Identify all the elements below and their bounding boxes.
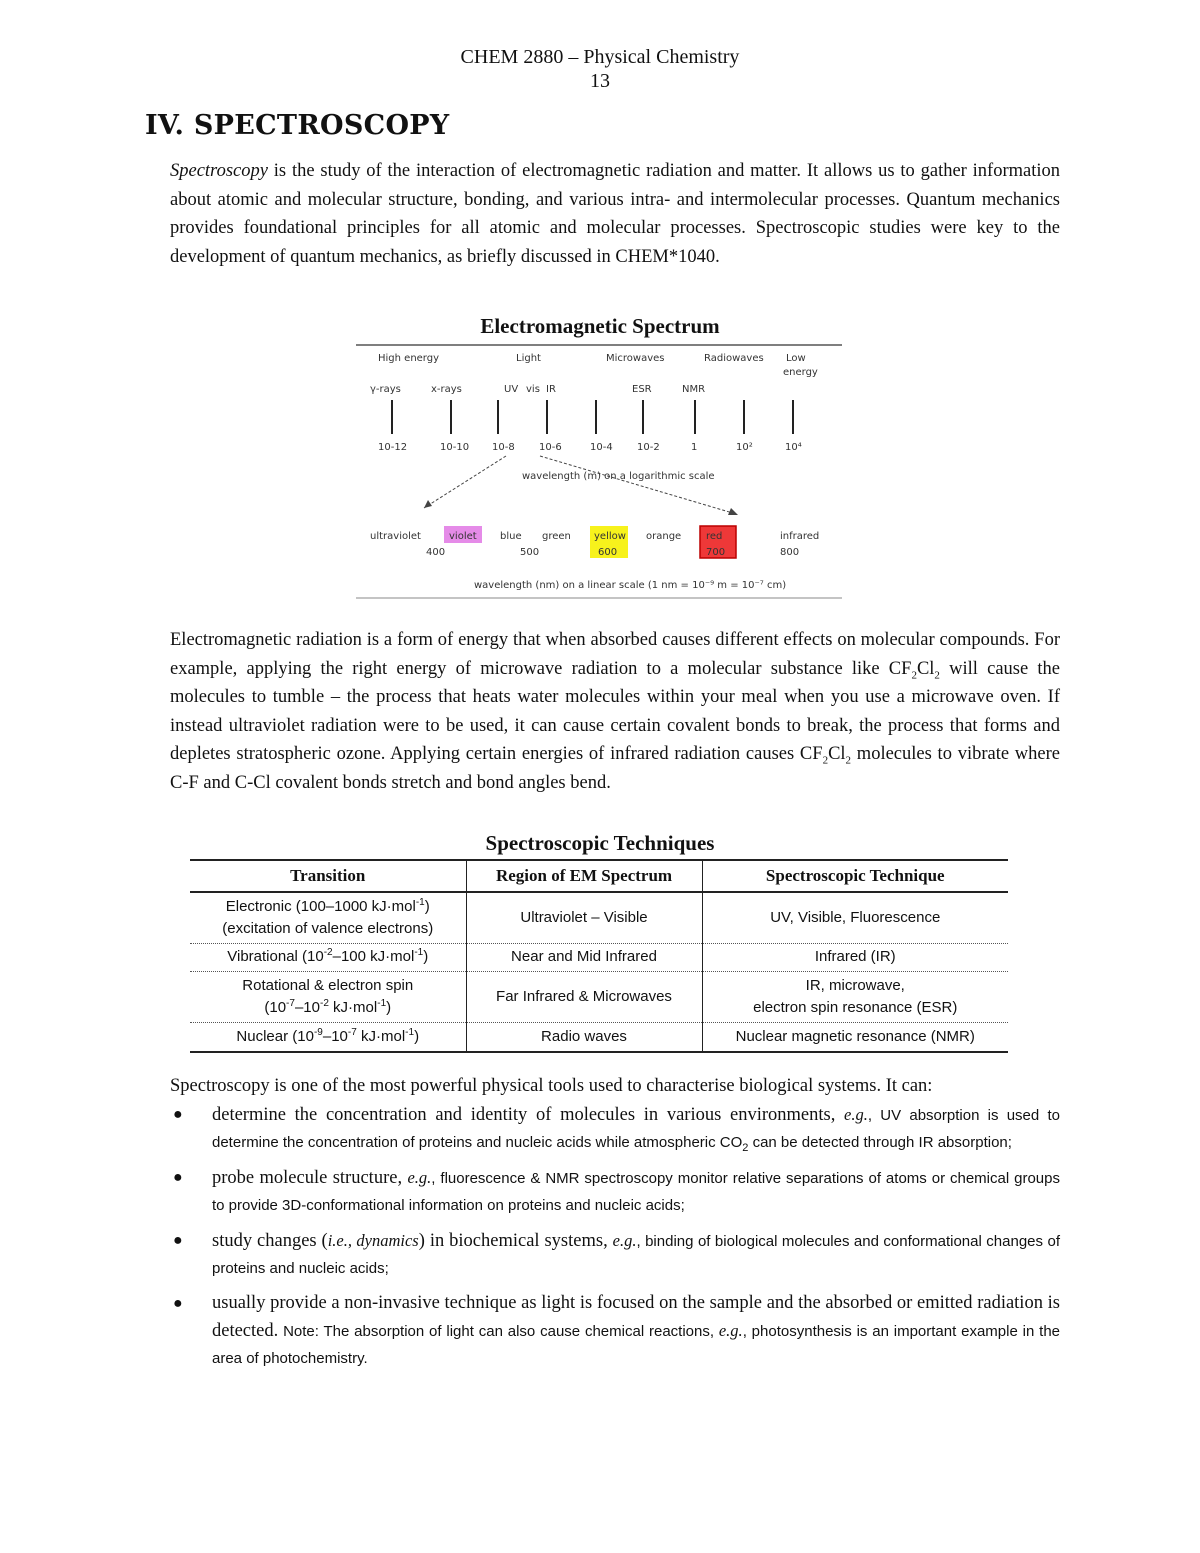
- wl-1e-8: 10-8: [492, 442, 515, 453]
- cell-sup: -2: [323, 947, 333, 958]
- cell-text: –10: [322, 1027, 348, 1045]
- para2-sub-1: 2: [911, 669, 917, 682]
- label-radiowaves: Radiowaves: [704, 353, 764, 364]
- wl-1e-2: 10-2: [637, 442, 660, 453]
- wl-1: 1: [691, 442, 698, 453]
- label-vis: vis: [526, 384, 540, 395]
- cell-sup: -7: [347, 1026, 357, 1038]
- label-gamma-rays: γ-rays: [370, 384, 401, 395]
- bullet-icon: ●: [173, 1232, 183, 1249]
- bullet-eg: e.g.: [407, 1168, 432, 1187]
- cell-text: –10: [294, 998, 320, 1016]
- region-cell: Radio waves: [466, 1022, 702, 1052]
- label-nmr: NMR: [682, 384, 706, 395]
- color-blue: blue: [500, 531, 522, 542]
- cell-text: Rotational & electron spin: [242, 976, 414, 994]
- cell-text: Nuclear (10: [236, 1027, 314, 1045]
- cell-text: kJ·mol: [356, 1027, 406, 1045]
- list-item: [170, 1227, 1060, 1282]
- cell-text: ): [423, 948, 429, 965]
- region-cell: Near and Mid Infrared: [466, 943, 702, 971]
- table-row: [190, 943, 1008, 971]
- cell-sup: -7: [286, 997, 295, 1009]
- transition-cell: [190, 971, 466, 1022]
- wl-1e-10: 10-10: [440, 442, 470, 453]
- scale-ticks: [392, 400, 793, 434]
- bullet-eg: e.g.: [844, 1105, 868, 1124]
- bullet-lead: determine the concentration and identity of molecules in various environments,: [212, 1105, 845, 1125]
- cell-text: Vibrational (10: [227, 948, 324, 965]
- region-cell: Ultraviolet – Visible: [466, 892, 702, 943]
- page-number: 13: [590, 70, 610, 92]
- label-esr: ESR: [632, 384, 652, 395]
- cell-sup: -1: [414, 947, 424, 958]
- course-header: CHEM 2880 – Physical Chemistry: [460, 46, 740, 68]
- para2-sub-3: 2: [822, 754, 829, 767]
- bullet-lead: ) in biochemical systems,: [418, 1231, 613, 1251]
- techniques-table: [190, 859, 1008, 1053]
- cell-sup: -9: [313, 1026, 323, 1038]
- wl-1e-12: 10-12: [378, 442, 408, 453]
- color-red: red: [706, 531, 723, 542]
- bullet-icon: ●: [173, 1106, 183, 1123]
- intro-paragraph: [170, 157, 1060, 271]
- zoom-arrow-left: [424, 500, 432, 508]
- para2-text-2: Cl: [916, 658, 935, 679]
- bullet-eg: e.g.: [718, 1321, 743, 1340]
- wl-1e-4: 10-4: [590, 442, 613, 453]
- table-row: [190, 892, 1008, 943]
- intro-term: Spectroscopy: [170, 161, 268, 181]
- nm-800: 800: [780, 547, 800, 558]
- linear-scale-caption: wavelength (nm) on a linear scale (1 nm = 10⁻⁹ m = 10⁻⁷ cm): [474, 580, 787, 591]
- bullet-text: Note: The absorption of light can also cause chemical reactions,: [278, 1323, 719, 1340]
- para2-text-1: Electromagnetic radiation is a form of energy that when absorbed causes different effects on molecular compounds. For example, applying the right energy of microwave radiation to a molecular substance like CF: [170, 630, 1060, 679]
- zoom-lines: [424, 456, 736, 514]
- nm-400: 400: [426, 547, 446, 558]
- cell-sup: -2: [319, 997, 329, 1009]
- zoom-arrow-right: [728, 508, 738, 515]
- color-green: green: [542, 531, 571, 542]
- bullet-lead: probe molecule structure,: [212, 1168, 408, 1188]
- bullet-text: , photosynthesis is an important example in the area of photochemistry.: [212, 1323, 1061, 1367]
- bullet-text: , fluorescence & NMR spectroscopy monitor relative separations of atoms or chemical groups to provide 3D-conformational information on proteins and nucleic acids;: [212, 1170, 1060, 1214]
- nm-600: 600: [598, 547, 618, 558]
- color-orange: orange: [646, 531, 682, 542]
- bullet-icon: ●: [173, 1169, 183, 1186]
- region-cell: Far Infrared & Microwaves: [466, 971, 702, 1022]
- bullet-lead: study changes (: [212, 1231, 328, 1251]
- bullet-icon: ●: [173, 1295, 183, 1312]
- list-item: [170, 1101, 1060, 1156]
- technique-cell: Nuclear magnetic resonance (NMR): [702, 1022, 1008, 1052]
- wl-1e-6: 10-6: [539, 442, 562, 453]
- wl-1e2: 10²: [736, 442, 753, 453]
- em-spectrum-figure: [356, 344, 842, 602]
- para2-text-5: molecules to vibrate where C-F and C-Cl covalent bonds stretch and bond angles bend.: [170, 744, 1060, 793]
- color-violet: violet: [449, 531, 477, 542]
- intro-text: is the study of the interaction of electromagnetic radiation and matter. It allows us to gather information about atomic and molecular structure, bonding, and various intra- and intermolecular processes. Quantum mechanics provides foundational principles for all atomic and molecular processes. Spectroscopic studies were key to the development of quantum mechanics, as briefly discussed in CHEM*1040.: [170, 161, 1060, 267]
- color-yellow: yellow: [594, 531, 626, 542]
- bullet-text: , binding of biological molecules and conformational changes of proteins and nucleic acids;: [212, 1233, 1060, 1277]
- label-ir: IR: [546, 384, 556, 395]
- cell-text: (excitation of valence electrons): [222, 919, 434, 937]
- table-row: [190, 971, 1008, 1022]
- para2-sub-2: 2: [934, 669, 940, 682]
- cell-text: ): [386, 998, 392, 1016]
- label-x-rays: x-rays: [431, 384, 462, 395]
- bullet-sub: 2: [742, 1142, 749, 1154]
- section-title: IV. SPECTROSCOPY: [145, 110, 450, 141]
- technique-cell: UV, Visible, Fluorescence: [702, 892, 1008, 943]
- em-radiation-paragraph: [170, 626, 1060, 797]
- list-item: [170, 1164, 1060, 1219]
- label-light: Light: [516, 353, 541, 364]
- para2-sub-4: 2: [845, 754, 852, 767]
- bullet-text: can be detected through IR absorption;: [748, 1134, 1012, 1151]
- bullet-ie: i.e., dynamics: [327, 1231, 419, 1250]
- cell-text: ): [414, 1027, 420, 1045]
- color-infrared: infrared: [780, 531, 820, 542]
- cell-text: IR, microwave,: [805, 976, 905, 994]
- col-header-region: Region of EM Spectrum: [466, 860, 702, 892]
- log-scale-caption: wavelength (m) on a logarithmic scale: [522, 471, 715, 482]
- cell-text: –100 kJ·mol: [332, 948, 415, 965]
- list-item: [170, 1290, 1060, 1372]
- label-energy: energy: [783, 367, 818, 378]
- table-row: [190, 1022, 1008, 1052]
- capabilities-list: [170, 1101, 1060, 1380]
- color-ultraviolet: ultraviolet: [370, 531, 421, 542]
- figure-title: Electromagnetic Spectrum: [480, 314, 720, 338]
- nm-500: 500: [520, 547, 540, 558]
- bullet-eg: e.g.: [612, 1231, 637, 1250]
- label-high-energy: High energy: [378, 353, 440, 364]
- para2-text-4: Cl: [828, 744, 846, 764]
- col-header-technique: Spectroscopic Technique: [702, 860, 1008, 892]
- technique-cell: Infrared (IR): [702, 943, 1008, 971]
- cell-text: kJ·mol: [328, 998, 378, 1016]
- para2-text-3: will cause the molecules to tumble – the process that heats water molecules within your meal when you use a microwave oven. If instead ultraviolet radiation were to be used, it can cause certain covalent bonds to break, the process that forms and depletes stratospheric ozone. Applying certain energies of infrared radiation causes CF: [170, 658, 1060, 764]
- cell-text: Electronic (100–1000 kJ·mol: [225, 897, 416, 915]
- bullet-text: , UV absorption is used to determine the concentration of proteins and nucleic acids while atmospheric CO: [212, 1107, 1060, 1151]
- cell-sup: -1: [377, 997, 387, 1009]
- transition-cell: [190, 892, 466, 943]
- tools-paragraph: Spectroscopy is one of the most powerful physical tools used to characterise biological systems. It can:: [170, 1076, 933, 1096]
- col-header-transition: Transition: [190, 860, 466, 892]
- label-uv: UV: [504, 384, 519, 395]
- technique-cell: [702, 971, 1008, 1022]
- cell-text: ): [424, 897, 430, 915]
- transition-cell: [190, 943, 466, 971]
- bullet-lead: usually provide a non-invasive technique as light is focused on the sample and the absorbed or emitted radiation is detected.: [212, 1293, 1060, 1341]
- transition-cell: [190, 1022, 466, 1052]
- cell-sup: -1: [405, 1026, 415, 1038]
- nm-700: 700: [706, 547, 726, 558]
- label-low: Low: [786, 353, 806, 364]
- cell-sup: -1: [415, 896, 425, 908]
- wl-1e4: 10⁴: [785, 442, 802, 453]
- cell-text: (10: [264, 998, 287, 1016]
- cell-text: electron spin resonance (ESR): [753, 998, 958, 1016]
- table-title: Spectroscopic Techniques: [485, 831, 715, 855]
- label-microwaves: Microwaves: [606, 353, 665, 364]
- table-header-row: [190, 860, 1008, 892]
